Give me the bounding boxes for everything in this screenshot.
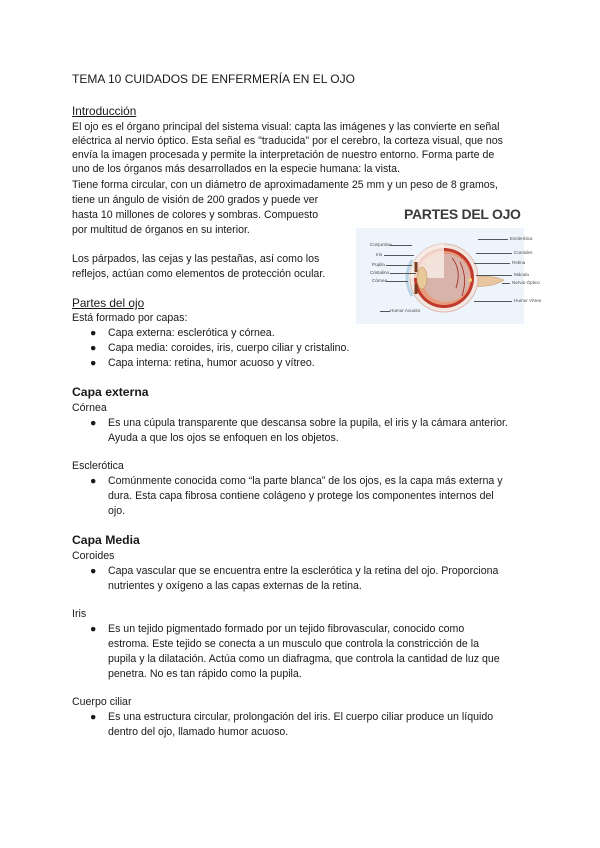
label-coroides: Coroides	[514, 250, 533, 255]
list-item-continuation: Ayuda a que los ojos se enfoquen en los objetos.	[108, 432, 339, 444]
partes-intro: Está formado por capas:	[72, 312, 188, 324]
list-item-continuation: penetra. No es tan rápido como la pupila.	[108, 668, 302, 680]
leader-line	[476, 253, 512, 254]
label-cornea: Córnea	[372, 278, 388, 283]
intro-line: uno de los órganos más desarrollados en la especie humana: la vista.	[72, 163, 401, 175]
list-item-continuation: estroma. Este tejido se conecta a un musculo que controla la constricción de la	[108, 638, 479, 650]
list-item-text: Es un tejido pigmentado formado por un tejido fibrovascular, conocido como	[108, 623, 465, 635]
leader-line	[390, 245, 412, 246]
list-item-text: Es una cúpula transparente que descansa sobre la pupila, el iris y la cámara anterior.	[108, 417, 508, 429]
label-cristalino: Cristalino	[370, 270, 390, 275]
bullet-icon: ●	[90, 417, 97, 429]
leader-line	[386, 281, 408, 282]
list-item-continuation: ojo.	[108, 505, 126, 517]
leader-line	[380, 311, 390, 312]
list-item	[90, 416, 508, 431]
intro-line: El ojo es el órgano principal del sistema visual: capta las imágenes y las convierte en señal	[72, 121, 500, 133]
list-item-continuation: dentro del ojo, llamado humor acuoso.	[108, 726, 289, 738]
protection-line: reflejos, actúan como elementos de protección ocular.	[72, 268, 326, 280]
list-item-continuation: nutrientes y oxígeno a las capas externas de la retina.	[108, 580, 362, 592]
bullet-icon: ●	[90, 475, 97, 487]
leader-line	[390, 273, 416, 274]
protection-line: Los párpados, las cejas y las pestañas, así como los	[72, 253, 320, 265]
partes-heading: Partes del ojo	[72, 296, 145, 310]
label-conjuntiva: Conjuntiva	[370, 242, 392, 247]
label-macula: Mácula	[514, 272, 529, 277]
eye-diagram-figure	[352, 200, 542, 328]
capa-media-heading: Capa Media	[72, 533, 140, 547]
bullet-icon: ●	[90, 565, 97, 577]
capa-externa-heading: Capa externa	[72, 385, 149, 399]
intro-line: Tiene forma circular, con un diámetro de aproximadamente 25 mm y un peso de 8 gramos,	[72, 179, 498, 191]
list-item	[90, 474, 503, 489]
list-item-text: Capa media: coroides, iris, cuerpo ciliar y cristalino.	[108, 342, 350, 354]
intro-line: por multitud de órganos en su interior.	[72, 224, 250, 236]
cuerpo-ciliar-label: Cuerpo ciliar	[72, 696, 132, 708]
label-retina: Retina	[512, 260, 526, 265]
intro-heading: Introducción	[72, 104, 137, 118]
esclerotica-label: Esclerótica	[72, 460, 124, 472]
leader-line	[502, 283, 510, 284]
leader-line	[386, 265, 412, 266]
list-item-text: Comúnmente conocida como “la parte blanca” de los ojos, es la capa más externa y	[108, 475, 503, 487]
list-item-text: Capa externa: esclerótica y córnea.	[108, 327, 275, 339]
label-esclerotica: Esclerótica	[510, 236, 533, 241]
list-item-text: Capa interna: retina, humor acuoso y vítreo.	[108, 357, 315, 369]
cornea-label: Córnea	[72, 402, 107, 414]
leader-line	[474, 263, 510, 264]
label-pupila: Pupila	[372, 262, 385, 267]
label-humor-acuoso: Humor Acuoso	[390, 308, 421, 313]
coroides-label: Coroides	[72, 550, 115, 562]
list-item	[90, 622, 465, 637]
intro-line: eléctrica al nervio óptico. Esta señal es "traducida" por el cerebro, la corteza visual, que nos	[72, 135, 503, 147]
leader-line	[474, 301, 512, 302]
list-item-continuation: dura. Esta capa fibrosa contiene colágeno y protege los componentes internos del	[108, 490, 494, 502]
leader-line	[478, 239, 508, 240]
figure-title: PARTES DEL OJO	[404, 206, 521, 222]
list-item	[90, 564, 499, 579]
intro-line: hasta 10 millones de colores y sombras. Compuesto	[72, 209, 319, 221]
leader-line	[384, 255, 414, 256]
bullet-icon: ●	[90, 342, 97, 354]
intro-line: envía la imagen procesada y permite la interpretación de nuestro entorno. Forma parte de	[72, 149, 495, 161]
label-nervio-optico: Nervio Óptico	[512, 280, 540, 285]
list-item-text: Es una estructura circular, prolongación del iris. El cuerpo ciliar produce un líquido	[108, 711, 494, 723]
list-item	[90, 326, 275, 341]
label-iris: Iris	[376, 252, 383, 257]
list-item-text: Capa vascular que se encuentra entre la esclerótica y la retina del ojo. Proporciona	[108, 565, 499, 577]
intro-line: tiene un ángulo de visión de 200 grados y puede ver	[72, 194, 319, 206]
list-item-continuation: pupila y la dilatación. Actúa como un diafragma, que controla la cantidad de luz que	[108, 653, 500, 665]
page-title: TEMA 10 CUIDADOS DE ENFERMERÍA EN EL OJO	[72, 72, 355, 86]
iris-label: Iris	[72, 608, 87, 620]
label-humor-vitreo: Humor Vítreo	[514, 298, 542, 303]
leader-line	[476, 275, 512, 276]
bullet-icon: ●	[90, 711, 97, 723]
bullet-icon: ●	[90, 623, 97, 635]
bullet-icon: ●	[90, 327, 97, 339]
list-item	[90, 710, 494, 725]
bullet-icon: ●	[90, 357, 97, 369]
list-item	[90, 356, 315, 371]
list-item	[90, 341, 350, 356]
